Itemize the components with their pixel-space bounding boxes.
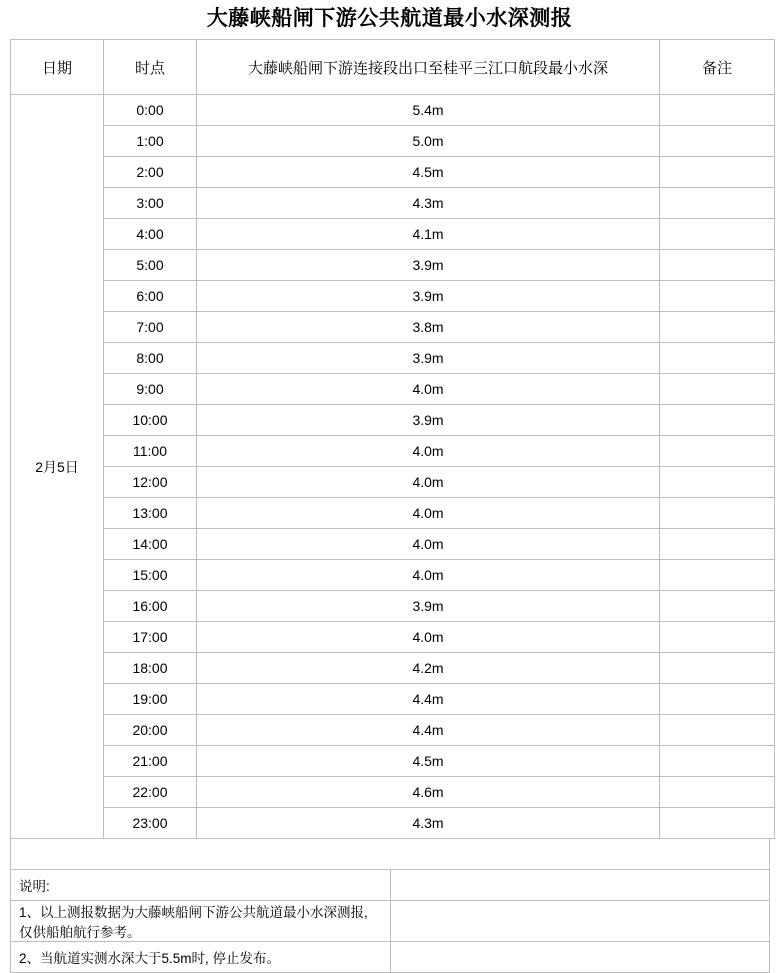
depth-cell: 4.3m xyxy=(197,188,660,219)
note-cell xyxy=(660,436,775,467)
notes-body xyxy=(11,839,770,973)
notes-empty-cell xyxy=(390,942,770,973)
note-cell xyxy=(660,591,775,622)
depth-cell: 4.0m xyxy=(197,622,660,653)
time-cell: 22:00 xyxy=(104,777,197,808)
time-cell: 0:00 xyxy=(104,95,197,126)
table-row xyxy=(11,281,775,312)
time-cell: 3:00 xyxy=(104,188,197,219)
notes-row xyxy=(11,870,770,901)
notes-empty-cell xyxy=(390,901,770,942)
note-cell xyxy=(660,684,775,715)
table-row xyxy=(11,684,775,715)
depth-cell: 4.4m xyxy=(197,684,660,715)
depth-cell: 4.0m xyxy=(197,374,660,405)
header-note: 备注 xyxy=(660,40,775,95)
note-cell xyxy=(660,405,775,436)
note-cell xyxy=(660,157,775,188)
depth-cell: 4.3m xyxy=(197,808,660,839)
time-cell: 13:00 xyxy=(104,498,197,529)
time-cell: 9:00 xyxy=(104,374,197,405)
note-cell xyxy=(660,188,775,219)
time-cell: 1:00 xyxy=(104,126,197,157)
depth-cell: 4.1m xyxy=(197,219,660,250)
note-cell xyxy=(660,343,775,374)
depth-cell: 4.5m xyxy=(197,157,660,188)
note-cell xyxy=(660,467,775,498)
table-row xyxy=(11,498,775,529)
table-header xyxy=(11,40,775,95)
time-cell: 6:00 xyxy=(104,281,197,312)
time-cell: 2:00 xyxy=(104,157,197,188)
notes-section xyxy=(10,839,770,973)
notes-spacer-cell xyxy=(11,839,770,870)
time-cell: 20:00 xyxy=(104,715,197,746)
header-date: 日期 xyxy=(11,40,104,95)
table-row xyxy=(11,250,775,281)
time-cell: 19:00 xyxy=(104,684,197,715)
note-cell xyxy=(660,560,775,591)
time-cell: 11:00 xyxy=(104,436,197,467)
depth-cell: 3.9m xyxy=(197,281,660,312)
depth-cell: 4.0m xyxy=(197,467,660,498)
header-time: 时点 xyxy=(104,40,197,95)
table-row xyxy=(11,312,775,343)
depth-cell: 3.9m xyxy=(197,591,660,622)
time-cell: 21:00 xyxy=(104,746,197,777)
time-cell: 23:00 xyxy=(104,808,197,839)
table-row xyxy=(11,219,775,250)
depth-report-table xyxy=(10,39,775,839)
depth-cell: 3.9m xyxy=(197,343,660,374)
note-cell xyxy=(660,95,775,126)
table-row xyxy=(11,95,775,126)
note-cell xyxy=(660,622,775,653)
table-row xyxy=(11,343,775,374)
depth-cell: 3.9m xyxy=(197,405,660,436)
table-body xyxy=(11,95,775,839)
depth-cell: 4.6m xyxy=(197,777,660,808)
depth-cell: 4.5m xyxy=(197,746,660,777)
note-cell xyxy=(660,808,775,839)
table-row xyxy=(11,529,775,560)
time-cell: 14:00 xyxy=(104,529,197,560)
table-row xyxy=(11,591,775,622)
table-row xyxy=(11,467,775,498)
notes-line: 1、以上测报数据为大藤峡船闸下游公共航道最小水深测报, 仅供船舶航行参考。 xyxy=(11,901,391,942)
note-cell xyxy=(660,126,775,157)
note-cell xyxy=(660,312,775,343)
depth-cell: 4.0m xyxy=(197,529,660,560)
note-cell xyxy=(660,529,775,560)
table-row xyxy=(11,436,775,467)
note-cell xyxy=(660,746,775,777)
table-row xyxy=(11,157,775,188)
time-cell: 12:00 xyxy=(104,467,197,498)
header-depth: 大藤峡船闸下游连接段出口至桂平三江口航段最小水深 xyxy=(197,40,660,95)
depth-cell: 4.0m xyxy=(197,436,660,467)
table-row xyxy=(11,622,775,653)
note-cell xyxy=(660,715,775,746)
table-row xyxy=(11,715,775,746)
time-cell: 10:00 xyxy=(104,405,197,436)
time-cell: 18:00 xyxy=(104,653,197,684)
depth-cell: 5.4m xyxy=(197,95,660,126)
table-row xyxy=(11,746,775,777)
table-row xyxy=(11,560,775,591)
table-row xyxy=(11,777,775,808)
time-cell: 16:00 xyxy=(104,591,197,622)
note-cell xyxy=(660,374,775,405)
depth-cell: 3.9m xyxy=(197,250,660,281)
depth-cell: 3.8m xyxy=(197,312,660,343)
table-row xyxy=(11,653,775,684)
table-row xyxy=(11,808,775,839)
notes-row xyxy=(11,901,770,942)
note-cell xyxy=(660,250,775,281)
note-cell xyxy=(660,281,775,312)
depth-cell: 5.0m xyxy=(197,126,660,157)
time-cell: 8:00 xyxy=(104,343,197,374)
page-title: 大藤峡船闸下游公共航道最小水深测报 xyxy=(206,7,573,30)
note-cell xyxy=(660,653,775,684)
notes-spacer xyxy=(11,839,770,870)
depth-cell: 4.0m xyxy=(197,498,660,529)
notes-heading: 说明: xyxy=(11,870,391,901)
depth-cell: 4.0m xyxy=(197,560,660,591)
header-row xyxy=(11,40,775,95)
depth-cell: 4.2m xyxy=(197,653,660,684)
table-row xyxy=(11,405,775,436)
table-row xyxy=(11,188,775,219)
time-cell: 4:00 xyxy=(104,219,197,250)
time-cell: 17:00 xyxy=(104,622,197,653)
date-cell: 2月5日 xyxy=(11,95,104,839)
time-cell: 15:00 xyxy=(104,560,197,591)
table-row xyxy=(11,126,775,157)
notes-table xyxy=(10,839,770,973)
table-row xyxy=(11,374,775,405)
time-cell: 7:00 xyxy=(104,312,197,343)
note-cell xyxy=(660,777,775,808)
note-cell xyxy=(660,498,775,529)
notes-row xyxy=(11,942,770,973)
time-cell: 5:00 xyxy=(104,250,197,281)
note-cell xyxy=(660,219,775,250)
notes-line: 2、当航道实测水深大于5.5m时, 停止发布。 xyxy=(11,942,391,973)
notes-empty-cell xyxy=(390,870,770,901)
depth-cell: 4.4m xyxy=(197,715,660,746)
